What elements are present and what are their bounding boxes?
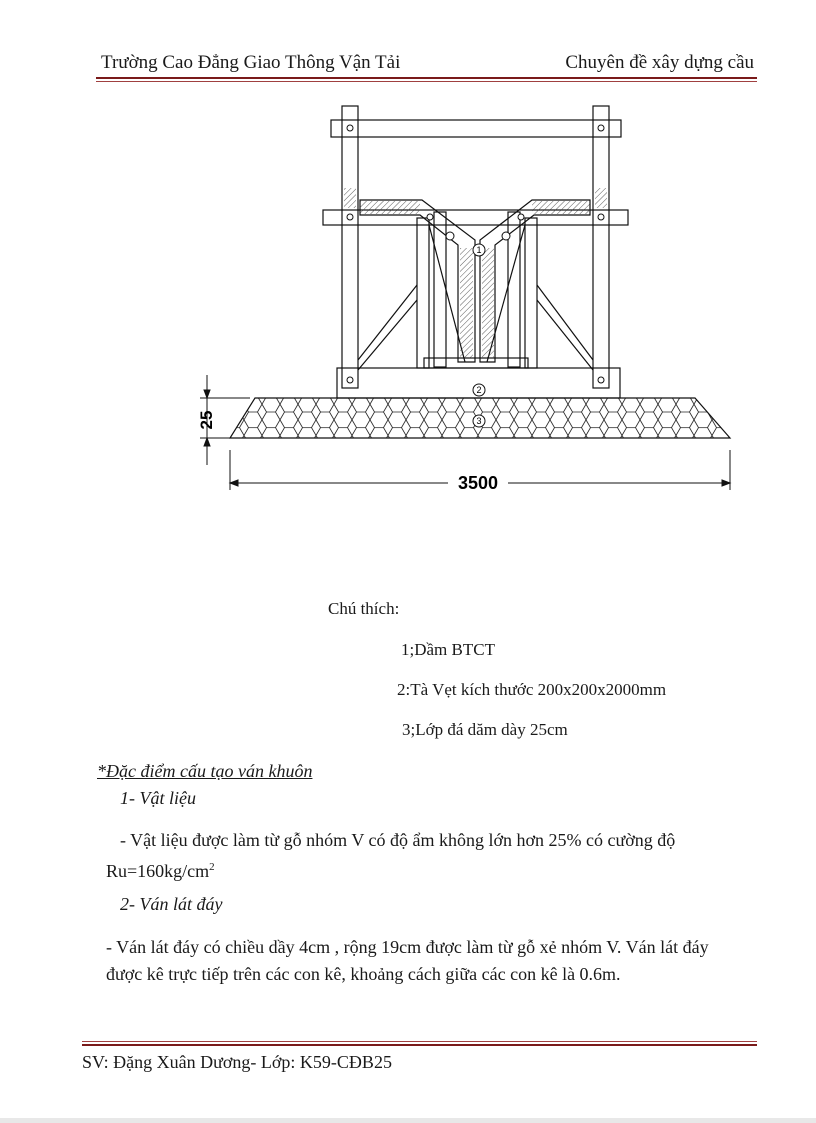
- width-dimension-label: 3500: [457, 473, 499, 493]
- legend-item-3: 3;Lớp đá dăm dày 25cm: [402, 720, 568, 739]
- footer-rule: [82, 1044, 757, 1046]
- legend-item-1: 1;Dầm BTCT: [401, 640, 495, 659]
- section-heading: *Đặc điểm cấu tạo ván khuôn: [97, 761, 313, 781]
- paragraph-bottom-plank-line1: - Ván lát đáy có chiều dầy 4cm , rộng 19cm được làm từ gỗ xẻ nhóm V. Ván lát đáy: [106, 937, 709, 957]
- paragraph-material-line2: $Ru=160kg/cm^2$: [106, 861, 215, 881]
- formwork-drawing: [190, 100, 750, 500]
- footer-student-info: SV: Đặng Xuân Dương- Lớp: K59-CĐB25: [82, 1052, 392, 1072]
- footer-rule-thin: [82, 1041, 757, 1042]
- legend-title: Chú thích:: [328, 599, 400, 618]
- subheading-bottom-plank: 2- Ván lát đáy: [120, 894, 223, 914]
- header-rule-thin: [96, 81, 757, 82]
- paragraph-material-line1: - Vật liệu được làm từ gỗ nhóm V có độ ẩm không lớn hơn 25% có cường độ: [120, 830, 676, 850]
- callout-2: 2: [476, 385, 482, 395]
- paragraph-bottom-plank-line2: được kê trực tiếp trên các con kê, khoảng cách giữa các con kê là 0.6m.: [106, 964, 621, 984]
- subheading-material: 1- Vật liệu: [120, 788, 196, 808]
- callout-1: 1: [476, 245, 482, 255]
- callout-3: 3: [476, 416, 482, 426]
- header-topic: Chuyên đề xây dựng cầu: [565, 52, 754, 73]
- height-dimension-label: 25: [197, 410, 216, 430]
- legend-item-2: 2:Tà Vẹt kích thước 200x200x2000mm: [397, 680, 667, 699]
- header-school-name: Trường Cao Đẳng Giao Thông Vận Tải: [101, 52, 401, 73]
- page-bottom-edge: [0, 1118, 816, 1123]
- header-rule: [96, 77, 757, 79]
